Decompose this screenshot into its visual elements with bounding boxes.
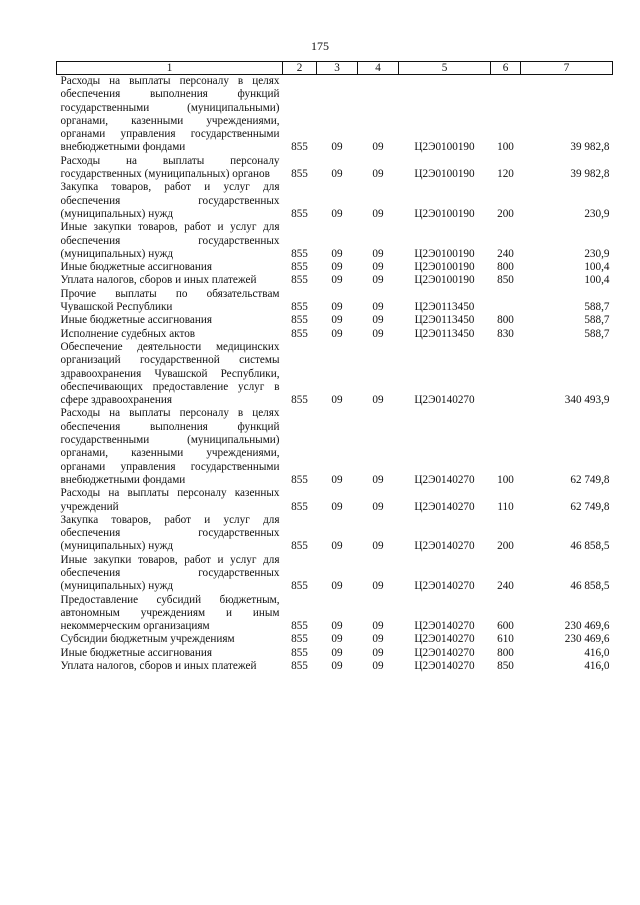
amount-cell: 588,7: [584, 301, 610, 314]
header-col-4: 4: [358, 62, 399, 75]
target-article-cell: Ц2Э0140270: [414, 500, 475, 513]
section-code-cell: 09: [331, 646, 343, 659]
expense-name-cell: Иные закупки товаров, работ и услуг для обеспечения государственных (муниципальных) нужд: [60, 553, 280, 593]
subsection-code-cell: 09: [372, 540, 384, 553]
expense-name-cell: Расходы на выплаты персоналу в целях обеспечения выполнения функций государственными (муниципальными) органами, казенными учреждениями, органами управления государственными внебюджетными фондами: [60, 75, 280, 154]
expense-type-cell: 850: [497, 274, 514, 287]
table-row: [57, 75, 613, 155]
ministry-code-cell: 855: [291, 274, 308, 287]
target-article-cell: Ц2Э0100190: [414, 141, 475, 154]
subsection-code-cell: 09: [372, 314, 384, 327]
ministry-code-cell: 855: [291, 473, 308, 486]
expense-name-cell: Субсидии бюджетным учреждениям: [60, 633, 235, 646]
expense-name-cell: Закупка товаров, работ и услуг для обеспечения государственных (муниципальных) нужд: [60, 513, 280, 553]
section-code-cell: 09: [331, 620, 343, 633]
subsection-code-cell: 09: [372, 620, 384, 633]
subsection-code-cell: 09: [372, 168, 384, 181]
amount-cell: 230 469,6: [564, 620, 610, 633]
table-row: [57, 155, 613, 182]
table-row: [57, 514, 613, 554]
table-body: [57, 75, 613, 674]
ministry-code-cell: 855: [291, 168, 308, 181]
amount-cell: 46 858,5: [570, 540, 610, 553]
subsection-code-cell: 09: [372, 247, 384, 260]
section-code-cell: 09: [331, 660, 343, 673]
expense-type-cell: 610: [497, 633, 514, 646]
amount-cell: 416,0: [584, 660, 610, 673]
expense-name-cell: Уплата налогов, сборов и иных платежей: [60, 274, 257, 287]
subsection-code-cell: 09: [372, 580, 384, 593]
target-article-cell: Ц2Э0100190: [414, 168, 475, 181]
ministry-code-cell: 855: [291, 314, 308, 327]
target-article-cell: Ц2Э0113450: [414, 301, 475, 314]
page-number: 175: [311, 39, 329, 53]
expense-type-cell: 240: [497, 247, 514, 260]
amount-cell: 416,0: [584, 646, 610, 659]
ministry-code-cell: 855: [291, 580, 308, 593]
subsection-code-cell: 09: [372, 646, 384, 659]
expense-type-cell: 600: [497, 620, 514, 633]
amount-cell: 62 749,8: [570, 500, 610, 513]
section-code-cell: 09: [331, 314, 343, 327]
header-col-6: 6: [491, 62, 521, 75]
table-header-row: [57, 62, 613, 75]
target-article-cell: Ц2Э0140270: [414, 394, 475, 407]
expense-name-cell: Расходы на выплаты персоналу в целях обеспечения выполнения функций государственными (муниципальными) органами, казенными учреждениями, органами управления государственными внебюджетными фондами: [60, 407, 280, 486]
expense-type-cell: 100: [497, 141, 514, 154]
expense-name-cell: Расходы на выплаты персоналу казенных учреждений: [60, 487, 280, 513]
amount-cell: 588,7: [584, 314, 610, 327]
ministry-code-cell: 855: [291, 247, 308, 260]
expense-type-cell: 850: [497, 660, 514, 673]
section-code-cell: 09: [331, 540, 343, 553]
amount-cell: 230,9: [584, 207, 610, 220]
table-row: [57, 554, 613, 594]
header-col-1: 1: [57, 62, 283, 75]
table-row: [57, 647, 613, 660]
table-row: [57, 633, 613, 646]
subsection-code-cell: 09: [372, 633, 384, 646]
target-article-cell: Ц2Э0100190: [414, 247, 475, 260]
amount-cell: 39 982,8: [570, 168, 610, 181]
amount-cell: 46 858,5: [570, 580, 610, 593]
section-code-cell: 09: [331, 394, 343, 407]
amount-cell: 230,9: [584, 247, 610, 260]
ministry-code-cell: 855: [291, 261, 308, 274]
expense-type-cell: 800: [497, 646, 514, 659]
target-article-cell: Ц2Э0140270: [414, 660, 475, 673]
target-article-cell: Ц2Э0100190: [414, 274, 475, 287]
expense-type-cell: 200: [497, 540, 514, 553]
target-article-cell: Ц2Э0140270: [414, 580, 475, 593]
ministry-code-cell: 855: [291, 620, 308, 633]
table-row: [57, 660, 613, 673]
expense-type-cell: 240: [497, 580, 514, 593]
expense-type-cell: 200: [497, 207, 514, 220]
table-row: [57, 341, 613, 407]
expense-type-cell: 830: [497, 327, 514, 340]
table-row: [57, 487, 613, 514]
ministry-code-cell: 855: [291, 633, 308, 646]
expense-name-cell: Исполнение судебных актов: [60, 327, 196, 340]
table-row: [57, 288, 613, 315]
expense-name-cell: Иные бюджетные ассигнования: [60, 261, 212, 274]
subsection-code-cell: 09: [372, 660, 384, 673]
amount-cell: 62 749,8: [570, 473, 610, 486]
header-col-3: 3: [317, 62, 358, 75]
expense-name-cell: Прочие выплаты по обязательствам Чувашской Республики: [60, 287, 280, 314]
expense-type-cell: 800: [497, 261, 514, 274]
header-col-5: 5: [399, 62, 491, 75]
section-code-cell: 09: [331, 473, 343, 486]
section-code-cell: 09: [331, 327, 343, 340]
subsection-code-cell: 09: [372, 327, 384, 340]
table-row: [57, 407, 613, 487]
ministry-code-cell: 855: [291, 646, 308, 659]
target-article-cell: Ц2Э0140270: [414, 540, 475, 553]
subsection-code-cell: 09: [372, 207, 384, 220]
expense-type-cell: 800: [497, 314, 514, 327]
section-code-cell: 09: [331, 141, 343, 154]
subsection-code-cell: 09: [372, 274, 384, 287]
table-row: [57, 181, 613, 221]
ministry-code-cell: 855: [291, 207, 308, 220]
target-article-cell: Ц2Э0140270: [414, 473, 475, 486]
ministry-code-cell: 855: [291, 301, 308, 314]
budget-table: [56, 61, 613, 673]
amount-cell: 230 469,6: [564, 633, 610, 646]
subsection-code-cell: 09: [372, 394, 384, 407]
expense-name-cell: Иные бюджетные ассигнования: [60, 646, 212, 659]
amount-cell: 100,4: [584, 274, 610, 287]
ministry-code-cell: 855: [291, 540, 308, 553]
target-article-cell: Ц2Э0140270: [414, 633, 475, 646]
section-code-cell: 09: [331, 261, 343, 274]
amount-cell: 588,7: [584, 327, 610, 340]
section-code-cell: 09: [331, 168, 343, 181]
target-article-cell: Ц2Э0113450: [414, 327, 475, 340]
section-code-cell: 09: [331, 301, 343, 314]
amount-cell: 100,4: [584, 261, 610, 274]
expense-type-cell: 100: [497, 473, 514, 486]
table-row: [57, 314, 613, 327]
subsection-code-cell: 09: [372, 500, 384, 513]
expense-type-cell: 120: [497, 168, 514, 181]
table-row: [57, 221, 613, 261]
amount-cell: 39 982,8: [570, 141, 610, 154]
amount-cell: 340 493,9: [564, 394, 610, 407]
section-code-cell: 09: [331, 580, 343, 593]
expense-type-cell: [491, 288, 521, 315]
expense-name-cell: Расходы на выплаты персоналу государственных (муниципальных) органов: [60, 154, 280, 181]
expense-name-cell: Предоставление субсидий бюджетным, автономным учреждениям и иным некоммерческим организациям: [60, 593, 280, 633]
expense-type-cell: 110: [497, 500, 514, 513]
subsection-code-cell: 09: [372, 261, 384, 274]
ministry-code-cell: 855: [291, 500, 308, 513]
table-row: [57, 594, 613, 634]
target-article-cell: Ц2Э0140270: [414, 646, 475, 659]
ministry-code-cell: 855: [291, 327, 308, 340]
expense-name-cell: Уплата налогов, сборов и иных платежей: [60, 660, 257, 673]
ministry-code-cell: 855: [291, 141, 308, 154]
target-article-cell: Ц2Э0113450: [414, 314, 475, 327]
section-code-cell: 09: [331, 247, 343, 260]
table-row: [57, 274, 613, 287]
ministry-code-cell: 855: [291, 660, 308, 673]
target-article-cell: Ц2Э0140270: [414, 620, 475, 633]
subsection-code-cell: 09: [372, 473, 384, 486]
expense-name-cell: Обеспечение деятельности медицинских организаций государственной системы здравоохранения Чувашской Республики, обеспечивающих предоставление услуг в сфере здравоохранения: [60, 340, 280, 407]
expense-name-cell: Закупка товаров, работ и услуг для обеспечения государственных (муниципальных) нужд: [60, 181, 280, 220]
table-row: [57, 328, 613, 341]
target-article-cell: Ц2Э0100190: [414, 261, 475, 274]
section-code-cell: 09: [331, 207, 343, 220]
header-col-7: 7: [521, 62, 613, 75]
subsection-code-cell: 09: [372, 301, 384, 314]
header-col-2: 2: [283, 62, 317, 75]
section-code-cell: 09: [331, 274, 343, 287]
expense-type-cell: [491, 341, 521, 407]
target-article-cell: Ц2Э0100190: [414, 207, 475, 220]
section-code-cell: 09: [331, 500, 343, 513]
expense-name-cell: Иные бюджетные ассигнования: [60, 314, 212, 327]
ministry-code-cell: 855: [291, 394, 308, 407]
expense-name-cell: Иные закупки товаров, работ и услуг для обеспечения государственных (муниципальных) нужд: [60, 221, 280, 260]
table-row: [57, 261, 613, 274]
subsection-code-cell: 09: [372, 141, 384, 154]
section-code-cell: 09: [331, 633, 343, 646]
